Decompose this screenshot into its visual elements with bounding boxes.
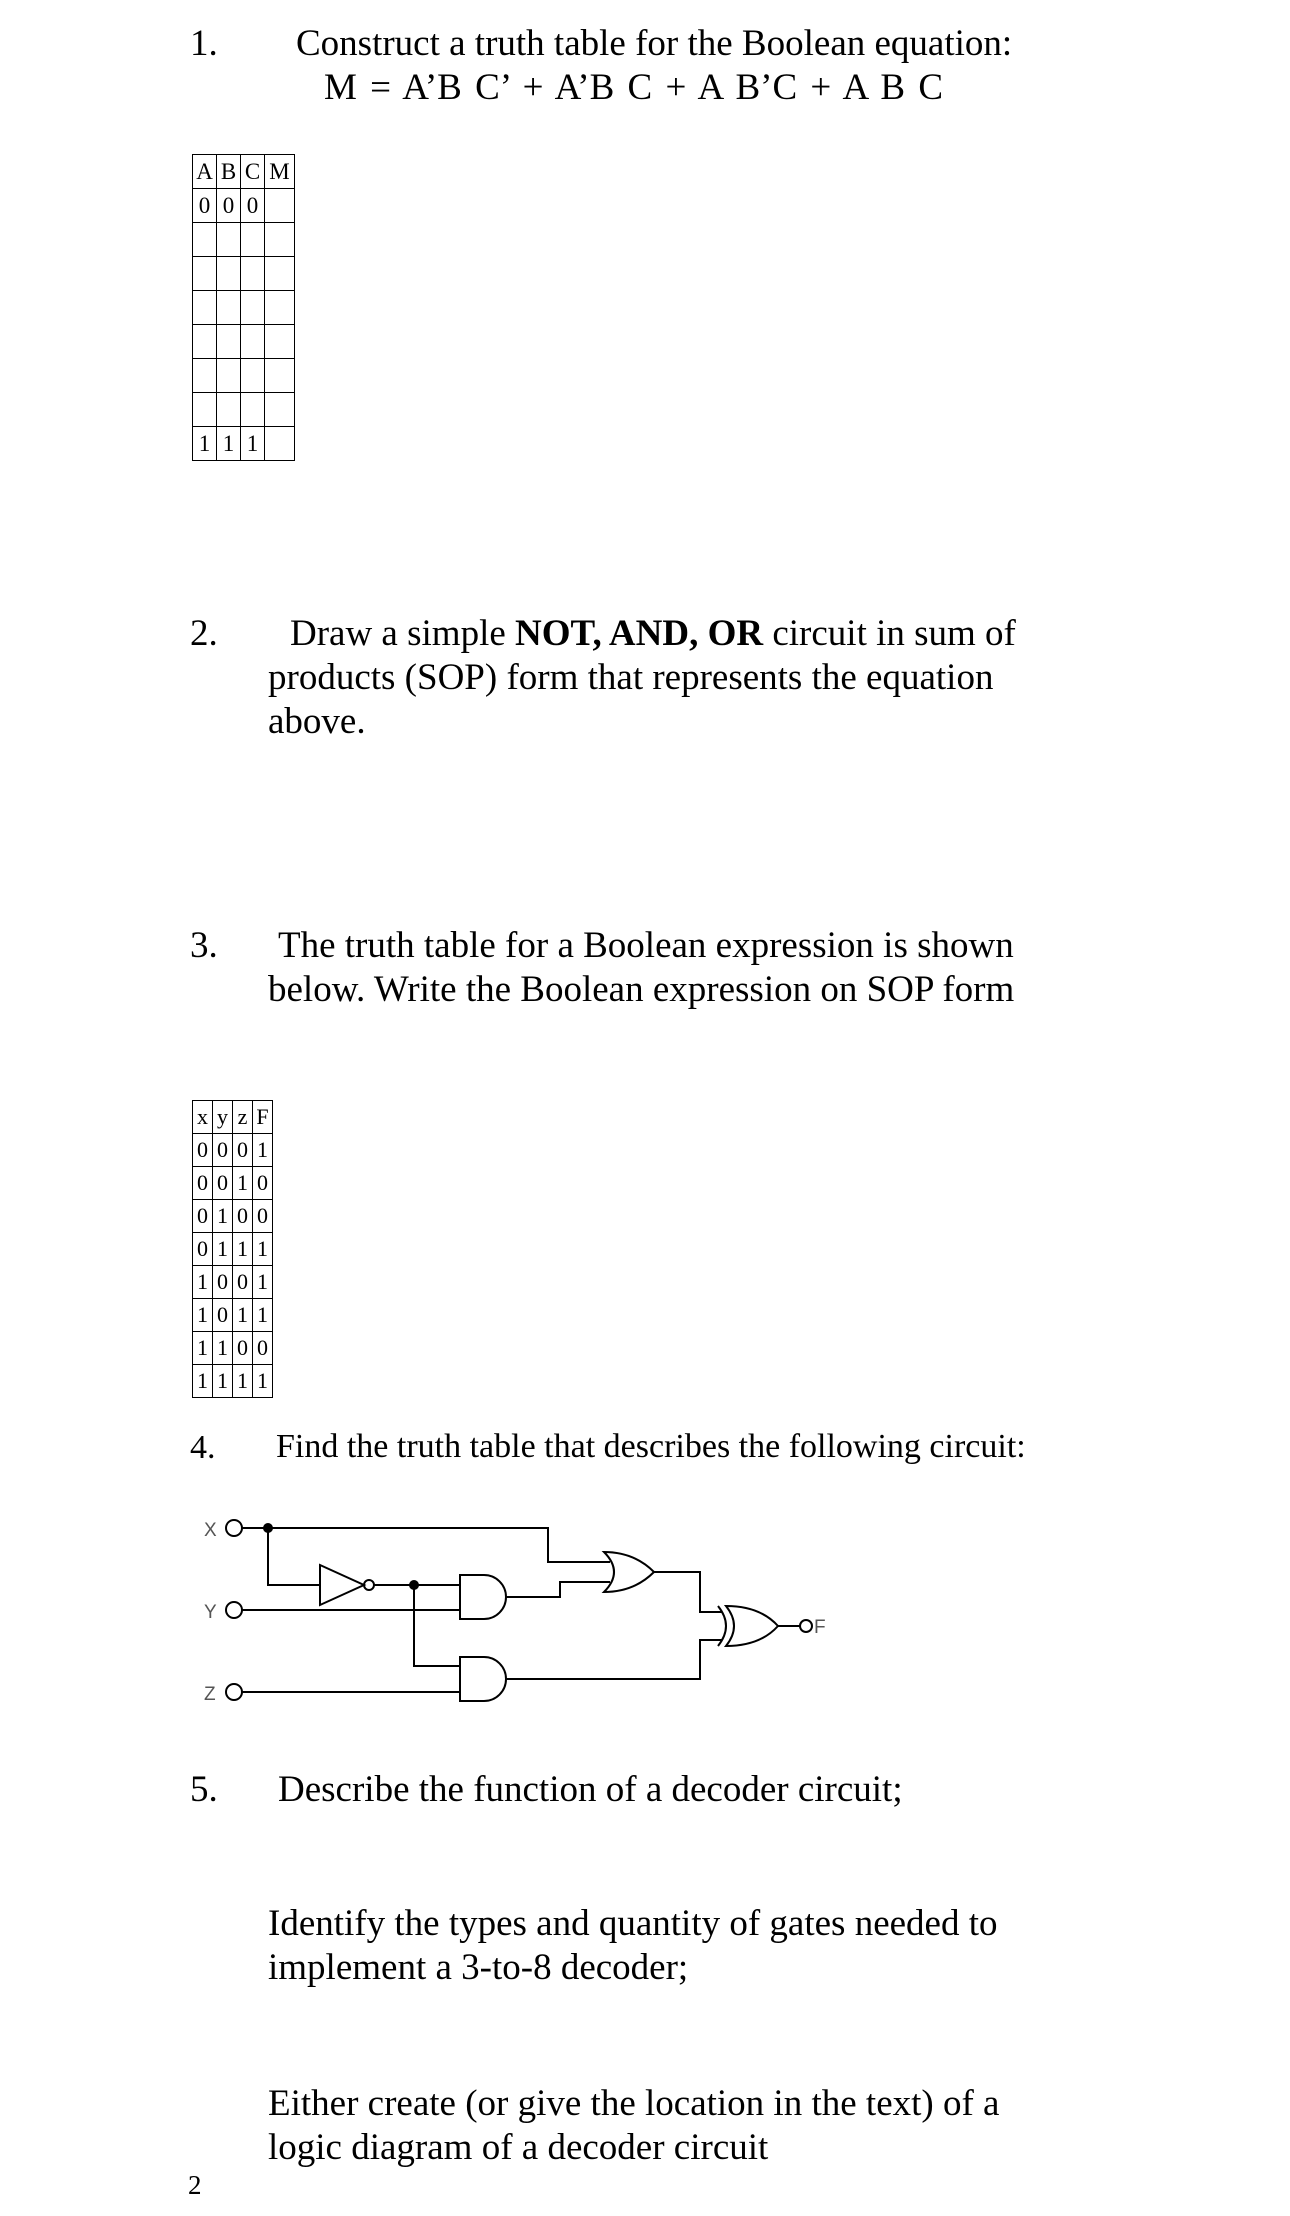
wire-x-to-not (268, 1528, 320, 1585)
table-cell: 1 (253, 1299, 273, 1332)
table-cell: 0 (253, 1200, 273, 1233)
table-cell: 0 (193, 1233, 213, 1266)
table-cell: 1 (253, 1134, 273, 1167)
output-f-terminal (800, 1620, 812, 1632)
q5-part-2 (268, 1902, 998, 1990)
q2-number: 2. (190, 613, 218, 654)
q5-part-3-line-2: logic diagram of a decoder circuit (268, 2127, 769, 2168)
table-cell: 0 (193, 1200, 213, 1233)
table-cell: 0 (213, 1134, 233, 1167)
q1-prompt: Construct a truth table for the Boolean equation: (296, 23, 1013, 64)
table-cell: 1 (213, 1233, 233, 1266)
table-cell: 0 (233, 1200, 253, 1233)
page-number: 2 (188, 2170, 202, 2200)
header-cell: x (193, 1101, 213, 1134)
q3-number: 3. (190, 925, 218, 966)
not-gate (320, 1565, 364, 1605)
q3-line-2: below. Write the Boolean expression on SOP form (268, 969, 1015, 1010)
table-cell: 1 (193, 1332, 213, 1365)
header-cell: B (217, 155, 241, 189)
table-cell: 1 (193, 427, 217, 461)
wire-not-to-and2 (414, 1585, 460, 1666)
wire-x-to-or (242, 1528, 610, 1562)
input-x-terminal (226, 1520, 242, 1536)
table-cell: 1 (193, 1299, 213, 1332)
header-cell: z (233, 1101, 253, 1134)
table-cell: 1 (233, 1365, 253, 1398)
input-z-label: Z (204, 1684, 216, 1705)
wire-or-to-xor (654, 1572, 722, 1612)
table-cell: 1 (213, 1200, 233, 1233)
q2-line-3: above. (268, 701, 366, 742)
q2-text-pre: Draw a simple (290, 613, 516, 654)
table-cell: 1 (193, 1266, 213, 1299)
input-y-terminal (226, 1602, 242, 1618)
table-cell: 0 (217, 189, 241, 223)
q5-number: 5. (190, 1769, 218, 1810)
table-cell: 1 (253, 1365, 273, 1398)
q1-equation: M = A’B C’ + A’B C + A B’C + A B C (324, 67, 944, 108)
q3-line-1: The truth table for a Boolean expression is shown (278, 925, 1014, 966)
table-cell: 1 (241, 427, 265, 461)
input-y-label: Y (204, 1602, 217, 1623)
table-cell: 0 (193, 1167, 213, 1200)
table-cell: 1 (233, 1233, 253, 1266)
header-cell: M (265, 155, 295, 189)
xor-gate (726, 1606, 778, 1646)
table-cell: 1 (213, 1332, 233, 1365)
wire-and2-to-xor (506, 1640, 722, 1679)
table-cell: 0 (193, 1134, 213, 1167)
output-f-label: F (814, 1617, 826, 1638)
q5-prompt: Describe the function of a decoder circuit; (278, 1769, 903, 1810)
header-cell: A (193, 155, 217, 189)
header-cell: C (241, 155, 265, 189)
table-cell: 0 (253, 1332, 273, 1365)
table-cell: 0 (241, 189, 265, 223)
table-cell: 0 (213, 1266, 233, 1299)
header-cell: y (213, 1101, 233, 1134)
table-cell: 1 (213, 1365, 233, 1398)
q2-bold-gates: NOT, AND, OR (515, 613, 764, 654)
q5-part-2-line-1: Identify the types and quantity of gates needed to (268, 1903, 998, 1944)
and-gate-2 (460, 1657, 506, 1701)
table-cell: 0 (213, 1299, 233, 1332)
table-cell: 0 (233, 1134, 253, 1167)
table-cell: 1 (217, 427, 241, 461)
table-cell: 1 (233, 1299, 253, 1332)
input-x-label: X (204, 1520, 217, 1541)
or-gate (604, 1552, 654, 1592)
q2-text-post: circuit in sum of (763, 613, 1016, 654)
table-cell: 0 (253, 1167, 273, 1200)
table-cell: 0 (233, 1266, 253, 1299)
input-z-terminal (226, 1684, 242, 1700)
q5-part-3 (268, 2082, 999, 2170)
table-cell: 0 (233, 1332, 253, 1365)
wire-and1-to-or (506, 1582, 610, 1597)
table-cell: 1 (253, 1233, 273, 1266)
and-gate-1 (460, 1575, 506, 1619)
table-cell: 1 (233, 1167, 253, 1200)
q4-prompt: Find the truth table that describes the following circuit: (276, 1428, 1026, 1465)
table-cell: 0 (193, 189, 217, 223)
table-cell: 1 (253, 1266, 273, 1299)
q4-number: 4. (190, 1429, 216, 1466)
table-cell: 1 (193, 1365, 213, 1398)
header-cell: F (253, 1101, 273, 1134)
q1-number: 1. (190, 23, 218, 64)
table-cell: 0 (213, 1167, 233, 1200)
q2-line-2: products (SOP) form that represents the equation (268, 657, 994, 698)
q5-part-3-line-1: Either create (or give the location in the text) of a (268, 2083, 1000, 2124)
q5-part-2-line-2: implement a 3-to-8 decoder; (268, 1947, 689, 1988)
